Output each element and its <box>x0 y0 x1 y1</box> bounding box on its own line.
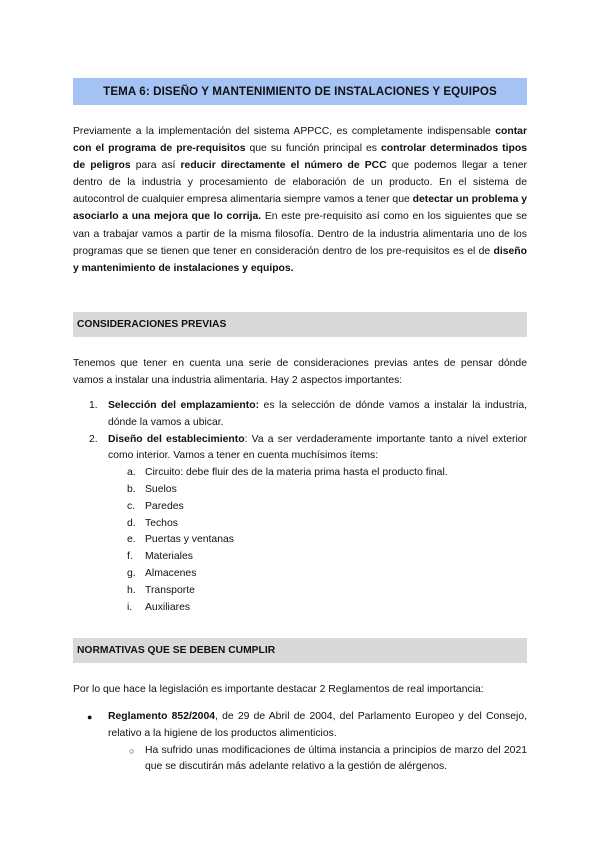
bullet-marker: ● <box>87 712 93 722</box>
sub-list-text: Almacenes <box>145 567 197 579</box>
sub-list-item <box>73 566 527 583</box>
sub-bullet-item <box>73 743 527 777</box>
intro-text: En este pre-requisito así como en los siguientes que se van a trabajar vamos a partir de la misma filosofía. Dentro de la industria alimentaria uno de los programas que se tienen que tener en consideración dentro de los pre-requisitos es el de <box>73 211 527 257</box>
list-item-title: Selección del emplazamiento: <box>108 400 260 411</box>
sub-bullet-text: Ha sufrido unas modificaciones de última instancia a principios de marzo del 2021 que se discutirán más adelante relativo a la gestión de alérgenos. <box>145 744 527 773</box>
list-marker: 1. <box>89 400 98 411</box>
sub-list-text: Puertas y ventanas <box>145 534 234 546</box>
sub-bullet-marker: ○ <box>129 745 135 756</box>
intro-emphasis: detectar un problema y asociarlo a una mejora que lo corrija. <box>73 194 528 223</box>
intro-text: para así <box>130 160 181 172</box>
section-heading-consideraciones: CONSIDERACIONES PREVIAS <box>73 312 527 337</box>
page-title: TEMA 6: DISEÑO Y MANTENIMIENTO DE INSTALACIONES Y EQUIPOS <box>73 78 527 105</box>
sub-list-item <box>73 549 527 566</box>
sub-list-item <box>73 482 527 499</box>
sub-list-text: Circuito: debe fluir des de la materia prima hasta el producto final. <box>145 467 448 479</box>
sub-list-marker: d. <box>127 517 136 529</box>
intro-emphasis: contar con el programa de pre-requisitos <box>73 126 527 155</box>
sub-list-item <box>73 583 527 600</box>
bullet-text: , de 29 de Abril de 2004, del Parlamento Europeo y del Consejo, relativo a la higiene de los productos alimenticios. <box>108 711 527 739</box>
intro-paragraph <box>73 123 527 277</box>
sub-list-marker: h. <box>127 584 136 596</box>
section1-intro: Tenemos que tener en cuenta una serie de consideraciones previas antes de pensar dónde vamos a instalar una industria alimentaria. Hay 2 aspectos importantes: <box>73 358 527 387</box>
list-item-text: : Va a ser verdaderamente importante tanto a nivel exterior como interior. Vamos a tener en cuenta muchísimos ítems: <box>108 433 527 462</box>
sub-list-item <box>73 532 527 549</box>
sub-list-text: Techos <box>145 517 178 529</box>
list-item-text: es la selección de dónde vamos a instalar la industria, dónde la vamos a ubicar. <box>108 400 528 428</box>
sub-list-item <box>73 516 527 533</box>
list-item <box>73 398 527 432</box>
sub-list-item <box>73 600 527 617</box>
bullet-list <box>73 709 527 776</box>
sub-list-text: Suelos <box>145 483 177 495</box>
intro-text: Previamente a la implementación del sistema APPCC, es completamente indispensable <box>73 126 496 137</box>
section2-intro: Por lo que hace la legislación es importante destacar 2 Reglamentos de real importancia: <box>73 684 484 695</box>
intro-emphasis: diseño y mantenimiento de instalaciones y equipos. <box>73 245 527 274</box>
sub-list-text: Auxiliares <box>145 601 191 613</box>
sub-list-marker: g. <box>127 567 136 579</box>
intro-text: que podemos llegar a tener dentro de la industria y procesamiento de elaboración de un producto. En el sistema de autocontrol de cualquier empresa alimentaria siempre vamos a tener que <box>73 160 527 206</box>
sub-list-text: Materiales <box>145 551 193 563</box>
sub-list-text: Transporte <box>145 584 195 596</box>
sub-list-marker: b. <box>127 483 136 495</box>
sub-list-item <box>73 465 527 482</box>
bullet-title: Reglamento 852/2004 <box>108 711 215 722</box>
sub-list-item <box>73 499 527 516</box>
list-marker: 2. <box>89 433 98 445</box>
intro-text: que su función principal es <box>245 143 382 155</box>
sub-list-text: Paredes <box>145 500 184 512</box>
sub-list-marker: e. <box>127 534 136 546</box>
sub-list-marker: a. <box>127 467 136 479</box>
section-heading-normativas: NORMATIVAS QUE SE DEBEN CUMPLIR <box>73 638 527 663</box>
sub-list-marker: c. <box>127 500 136 512</box>
list-item <box>73 432 527 466</box>
bullet-item <box>73 709 527 743</box>
numbered-list <box>73 398 527 616</box>
list-item-title: Diseño del establecimiento <box>108 433 245 445</box>
sub-list-marker: i. <box>127 601 133 613</box>
intro-emphasis: reducir directamente el número de PCC <box>180 160 387 172</box>
intro-emphasis: controlar determinados tipos de peligros <box>73 143 528 172</box>
sub-list-marker: f. <box>127 551 133 563</box>
